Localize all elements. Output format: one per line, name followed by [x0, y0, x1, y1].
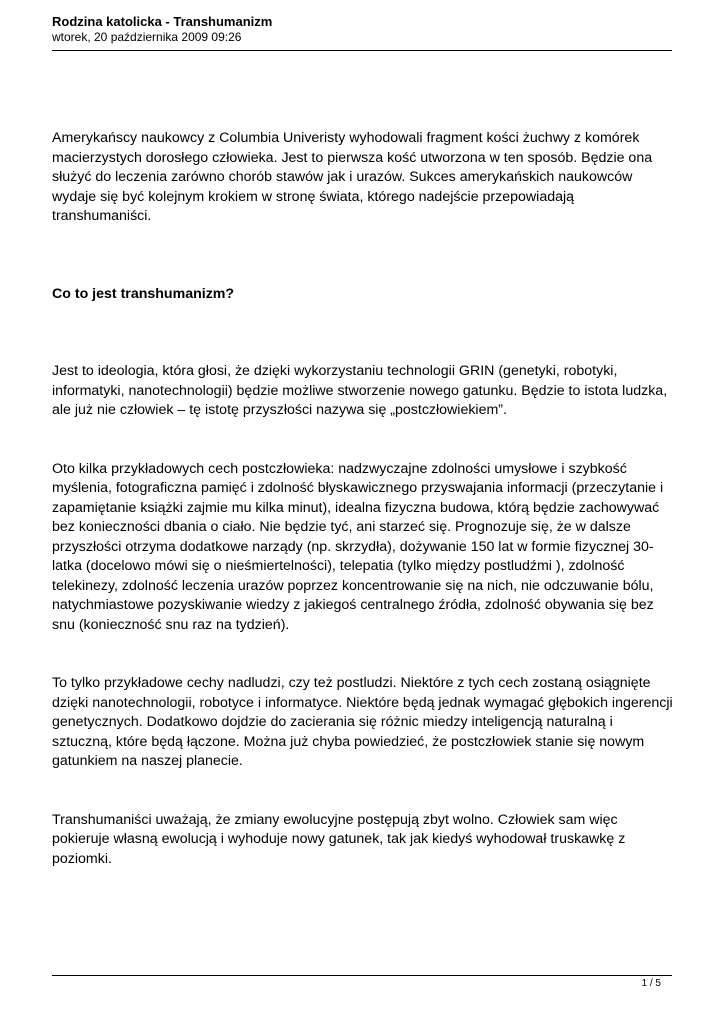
article-body: [52, 129, 674, 869]
document-title: Rodzina katolicka - Transhumanizm: [52, 14, 273, 29]
paragraph-intro: Amerykańscy naukowcy z Columbia Univeristy wyhodowali fragment kości żuchwy z komórek macierzystych dorosłego człowieka. Jest to pierwsza kość utworzona w ten sposób. Będzie ona służyć do leczenia zarówno chorób stawów jak i urazów. Sukces amerykańskich naukowców wydaje się być kolejnym krokiem w stronę świata, którego nadejście przepowiadają transhumaniści.: [52, 130, 653, 224]
page-number: 1 / 5: [641, 978, 661, 989]
document-header: [52, 14, 672, 45]
footer-divider: [52, 975, 672, 976]
header-divider: [52, 50, 672, 51]
paragraph-examples: To tylko przykładowe cechy nadludzi, czy też postludzi. Niektóre z tych cech zostaną osiągnięte dzięki nanotechnologii, robotyce i informatyce. Niektóre będą jednak wymagać głębokich ingerencji genetycznych. Dodatkowo dojdzie do zacierania się różnic miedzy inteligencją naturalną i sztuczną, które będą łączone. Można już chyba powiedzieć, że postczłowiek stanie się nowym gatunkiem na naszej planecie.: [52, 675, 673, 769]
document-date: wtorek, 20 października 2009 09:26: [52, 30, 242, 44]
paragraph-evolution: Transhumaniści uważają, że zmiany ewolucyjne postępują zbyt wolno. Człowiek sam więc pokieruje własną ewolucją i wyhoduje nowy gatunek, tak jak kiedyś wyhodował truskawkę z poziomki.: [52, 811, 626, 867]
paragraph-definition: Jest to ideologia, która głosi, że dzięki wykorzystaniu technologii GRIN (genetyki, robotyki, informatyki, nanotechnologii) będzie możliwe stworzenie nowego gatunku. Będzie to istota ludzka, ale już nie człowiek – tę istotę przyszłości nazywa się „postczłowiekiem”.: [52, 363, 668, 418]
section-heading: Co to jest transhumanizm?: [52, 285, 235, 302]
paragraph-features: Oto kilka przykładowych cech postczłowieka: nadzwyczajne zdolności umysłowe i szybkość myślenia, fotograficzna pamięć i zdolność błyskawicznego przyswajania informacji (przeczytanie i zapamiętanie książki zajmie mu kilka minut), idealna fizyczna budowa, którą będzie zachowywać bez konieczności dbania o ciało. Nie będzie tyć, ani starzeć się. Prognozuje się, że w dalsze przyszłości otrzyma dodatkowe narządy (np. skrzydła), dożywanie 150 lat w formie fizycznej 30-latka (docelowo mówi się o nieśmiertelności), telepatia (tylko między postludźmi ), zdolność telekinezy, zdolność leczenia urazów poprzez koncentrowanie się na nich, nie odczuwanie bólu, natychmiastowe pozyskiwanie wiedzy z jakiegoś centralnego źródła, zdolność obywania się bez snu (konieczność snu raz na tydzień).: [52, 460, 664, 633]
